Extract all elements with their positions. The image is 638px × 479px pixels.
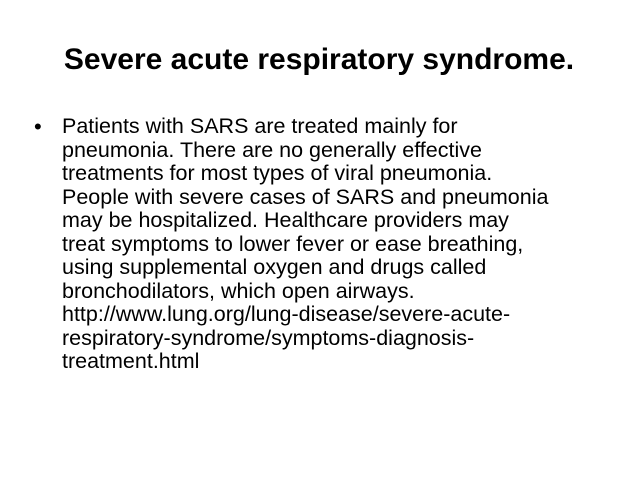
- bullet-text-line: bronchodilators, which open airways.: [62, 278, 415, 303]
- bullet-text-line: pneumonia. There are no generally effective: [62, 137, 482, 162]
- bullet-list: [34, 115, 606, 374]
- bullet-item: [34, 115, 606, 374]
- url-line: respiratory-syndrome/symptoms-diagnosis-: [62, 325, 475, 350]
- slide-title: Severe acute respiratory syndrome.: [63, 43, 575, 76]
- bullet-text-line: may be hospitalized. Healthcare providers may: [62, 208, 509, 232]
- bullet-text-line: Patients with SARS are treated mainly for: [62, 114, 458, 138]
- bullet-text-line: People with severe cases of SARS and pneumonia: [62, 184, 549, 209]
- bullet-text-line: using supplemental oxygen and drugs called: [62, 255, 487, 279]
- bullet-dot-icon: •: [34, 114, 42, 139]
- bullet-text: [62, 115, 606, 374]
- url-line: http://www.lung.org/lung-disease/severe-acute-: [62, 302, 511, 326]
- bullet-text-line: treat symptoms to lower fever or ease breathing,: [62, 231, 524, 256]
- url-line: treatment.html: [62, 349, 200, 373]
- bullet-text-line: treatments for most types of viral pneumonia.: [62, 161, 493, 185]
